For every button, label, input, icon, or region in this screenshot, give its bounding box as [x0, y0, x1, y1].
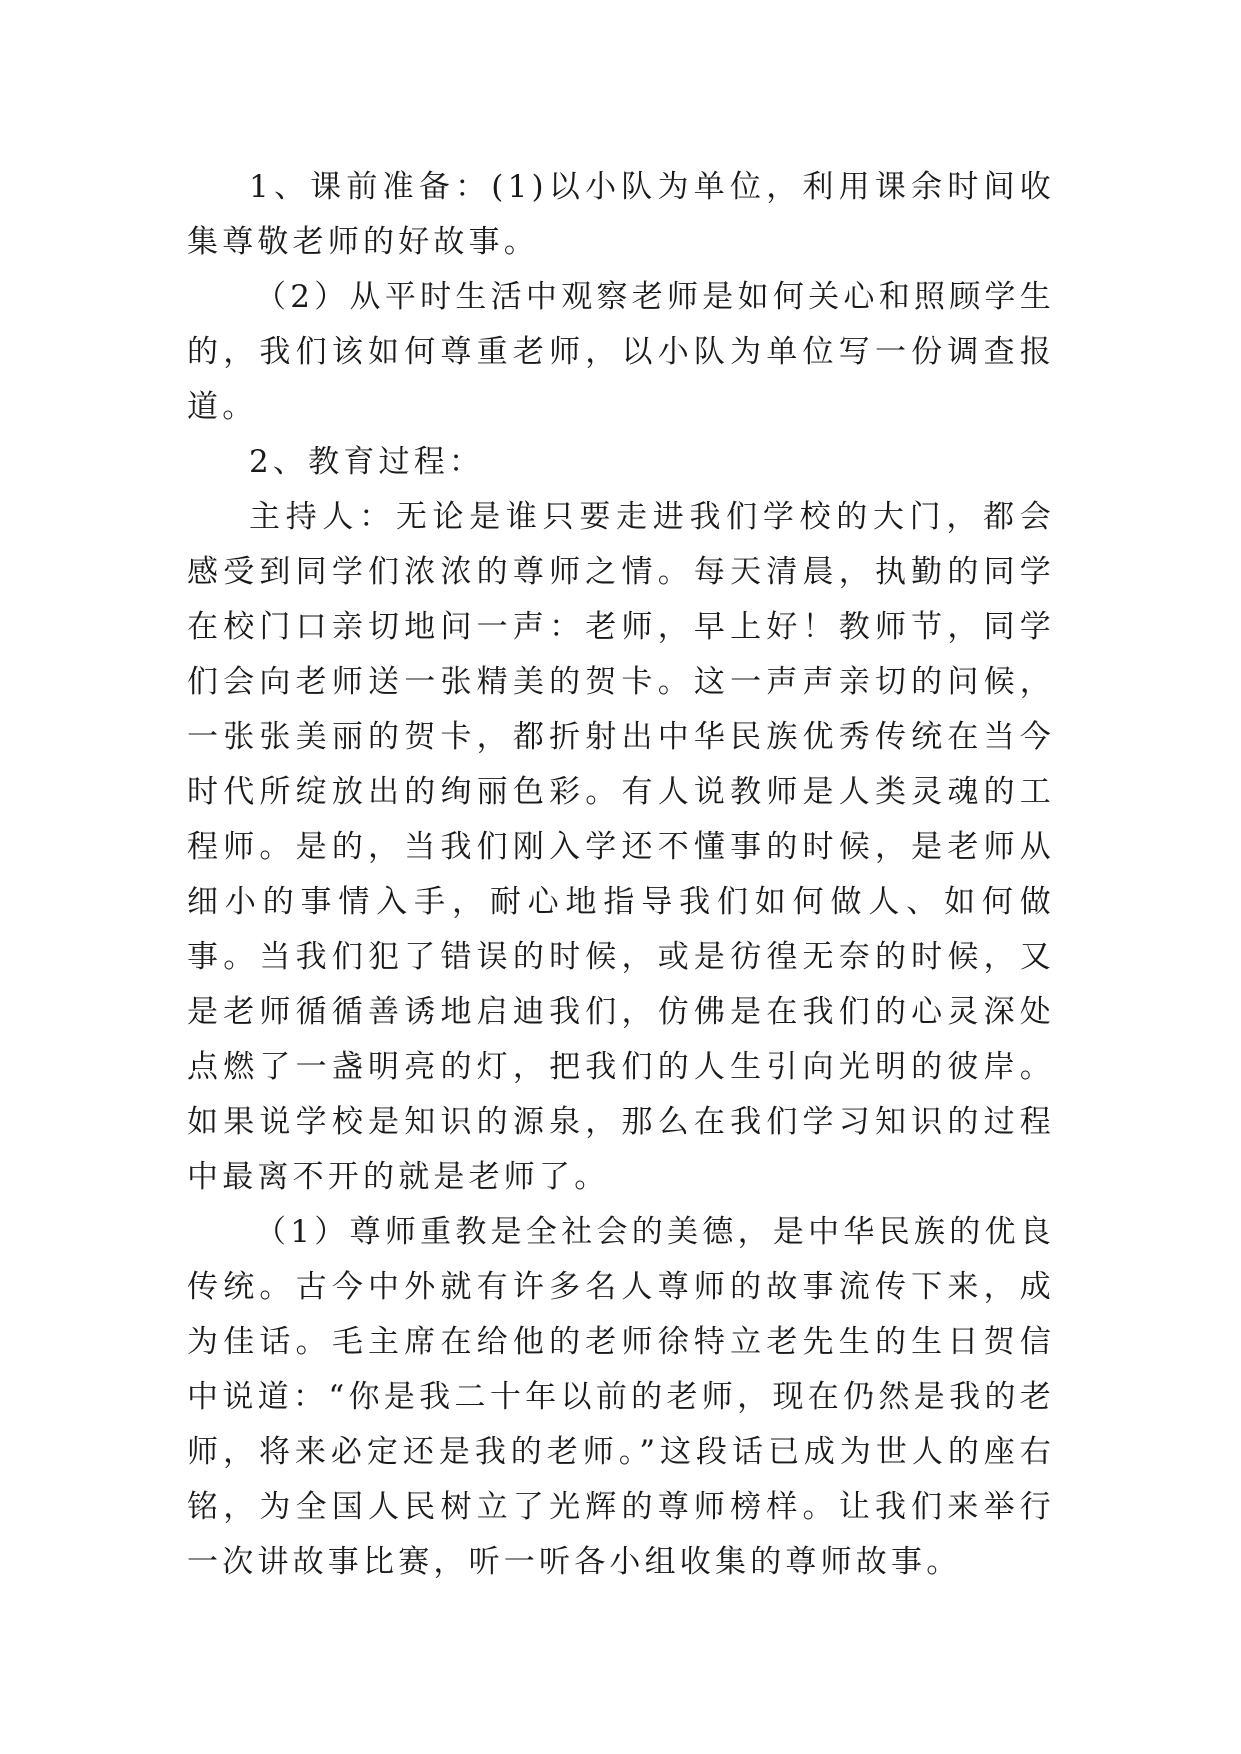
- document-body: [187, 160, 1055, 1590]
- paragraph-education-process: 2、教育过程：: [249, 444, 485, 480]
- paragraph-preparation-2: （2）从平时生活中观察老师是如何关心和照顾学生的，我们该如何尊重老师，以小队为单位写一份调查报道。: [187, 279, 1055, 425]
- paragraph-host-speech: 主持人：无论是谁只要走进我们学校的大门，都会感受到同学们浓浓的尊师之情。每天清晨，执勤的同学在校门口亲切地问一声：老师，早上好！教师节，同学们会向老师送一张精美的贺卡。这一声声亲切的问候，一张张美丽的贺卡，都折射出中华民族优秀传统在当今时代所绽放出的绚丽色彩。有人说教师是人类灵魂的工程师。是的，当我们刚入学还不懂事的时候，是老师从细小的事情入手，耐心地指导我们如何做人、如何做事。当我们犯了错误的时候，或是彷徨无奈的时候，又是老师循循善诱地启迪我们，仿佛是在我们的心灵深处点燃了一盏明亮的灯，把我们的人生引向光明的彼岸。如果说学校是知识的源泉，那么在我们学习知识的过程中最离不开的就是老师了。: [187, 499, 1055, 1195]
- paragraph-preparation-1: 1、课前准备：(1)以小队为单位，利用课余时间收集尊敬老师的好故事。: [187, 169, 1055, 260]
- paragraph-respect-teachers: （1）尊师重教是全社会的美德，是中华民族的优良传统。古今中外就有许多名人尊师的故事流传下来，成为佳话。毛主席在给他的老师徐特立老先生的生日贺信中说道：“你是我二十年以前的老师，现在仍然是我的老师，将来必定还是我的老师。”这段话已成为世人的座右铭，为全国人民树立了光辉的尊师榜样。让我们来举行一次讲故事比赛，听一听各小组收集的尊师故事。: [187, 1214, 1055, 1580]
